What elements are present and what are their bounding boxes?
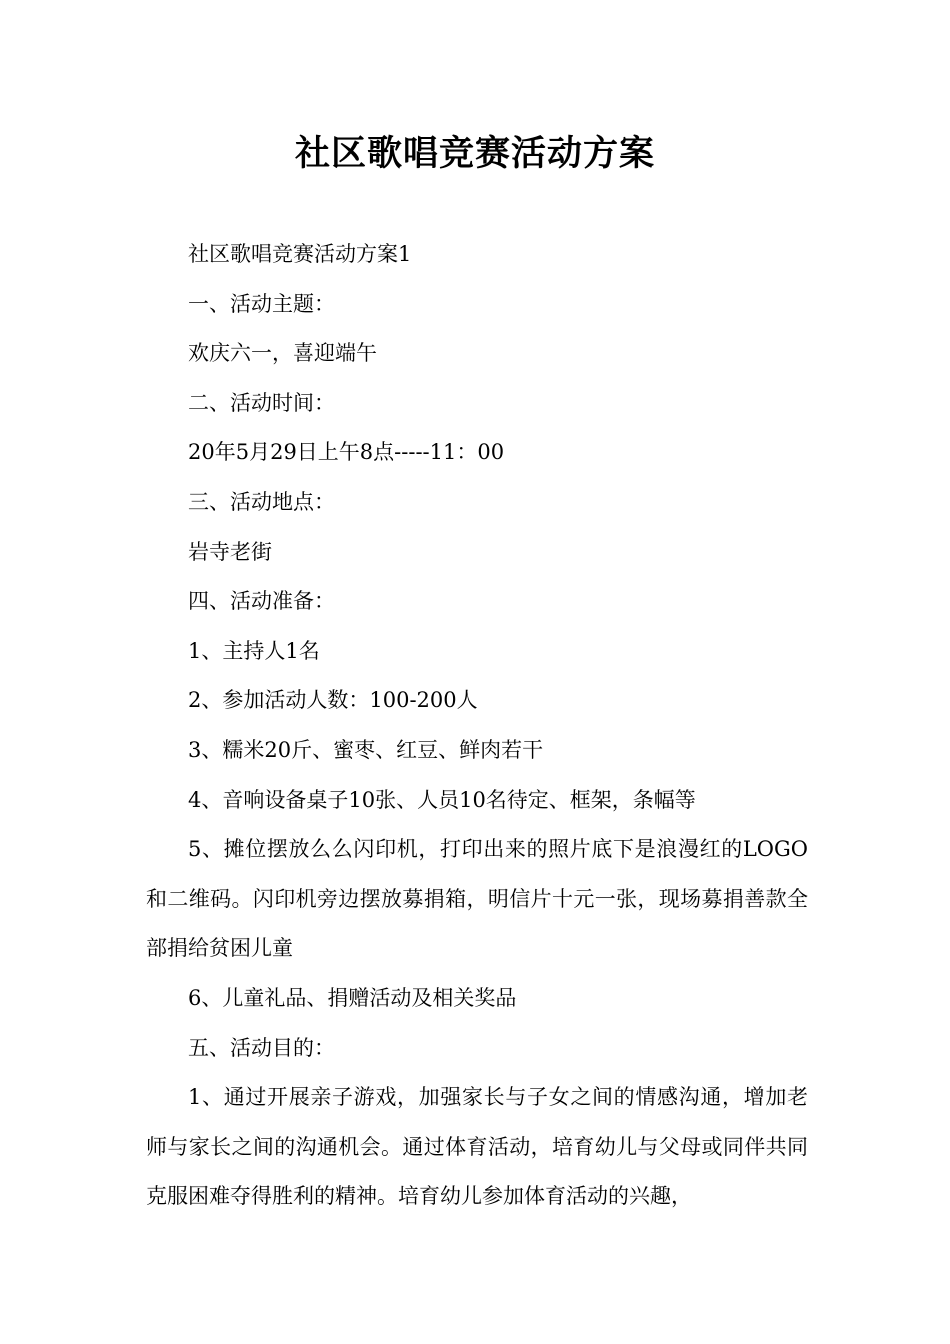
paragraph-section-location: 三、活动地点： — [188, 489, 335, 514]
paragraph-time-text: 20年5月29日上午8点-----11：00 — [188, 440, 505, 465]
paragraph-plan-heading: 社区歌唱竞赛活动方案1 — [188, 242, 412, 266]
paragraph-section-preparation: 四、活动准备： — [188, 589, 335, 614]
paragraph-prep-item-6: 6、儿童礼品、捐赠活动及相关奖品 — [188, 985, 517, 1010]
paragraph-section-time: 二、活动时间： — [188, 390, 335, 415]
paragraph-prep-item-4: 4、音响设备桌子10张、人员10名待定、框架，条幅等 — [188, 787, 696, 812]
paragraph-theme-text: 欢庆六一，喜迎端午 — [188, 341, 377, 366]
document-body — [146, 230, 808, 1222]
paragraph-section-purpose: 五、活动目的： — [188, 1035, 335, 1060]
paragraph-prep-item-3: 3、糯米20斤、蜜枣、红豆、鲜肉若干 — [188, 737, 544, 762]
paragraph-location-text: 岩寺老街 — [188, 539, 272, 564]
paragraph-purpose-item-1: 1、通过开展亲子游戏，加强家长与子女之间的情感沟通，增加老师与家长之间的沟通机会。通过体育活动，培育幼儿与父母或同伴共同克服困难夺得胜利的精神。培育幼儿参加体育活动的兴趣， — [146, 1085, 808, 1209]
paragraph-prep-item-2: 2、参加活动人数：100-200人 — [188, 688, 478, 713]
paragraph-prep-item-1: 1、主持人1名 — [188, 638, 320, 663]
document-title: 社区歌唱竞赛活动方案 — [294, 133, 655, 174]
paragraph-prep-item-5: 5、摊位摆放么么闪印机，打印出来的照片底下是浪漫红的LOGO和二维码。闪印机旁边摆放募捐箱，明信片十元一张，现场募捐善款全部捐给贫困儿童 — [146, 837, 808, 961]
paragraph-section-theme: 一、活动主题： — [188, 291, 335, 316]
